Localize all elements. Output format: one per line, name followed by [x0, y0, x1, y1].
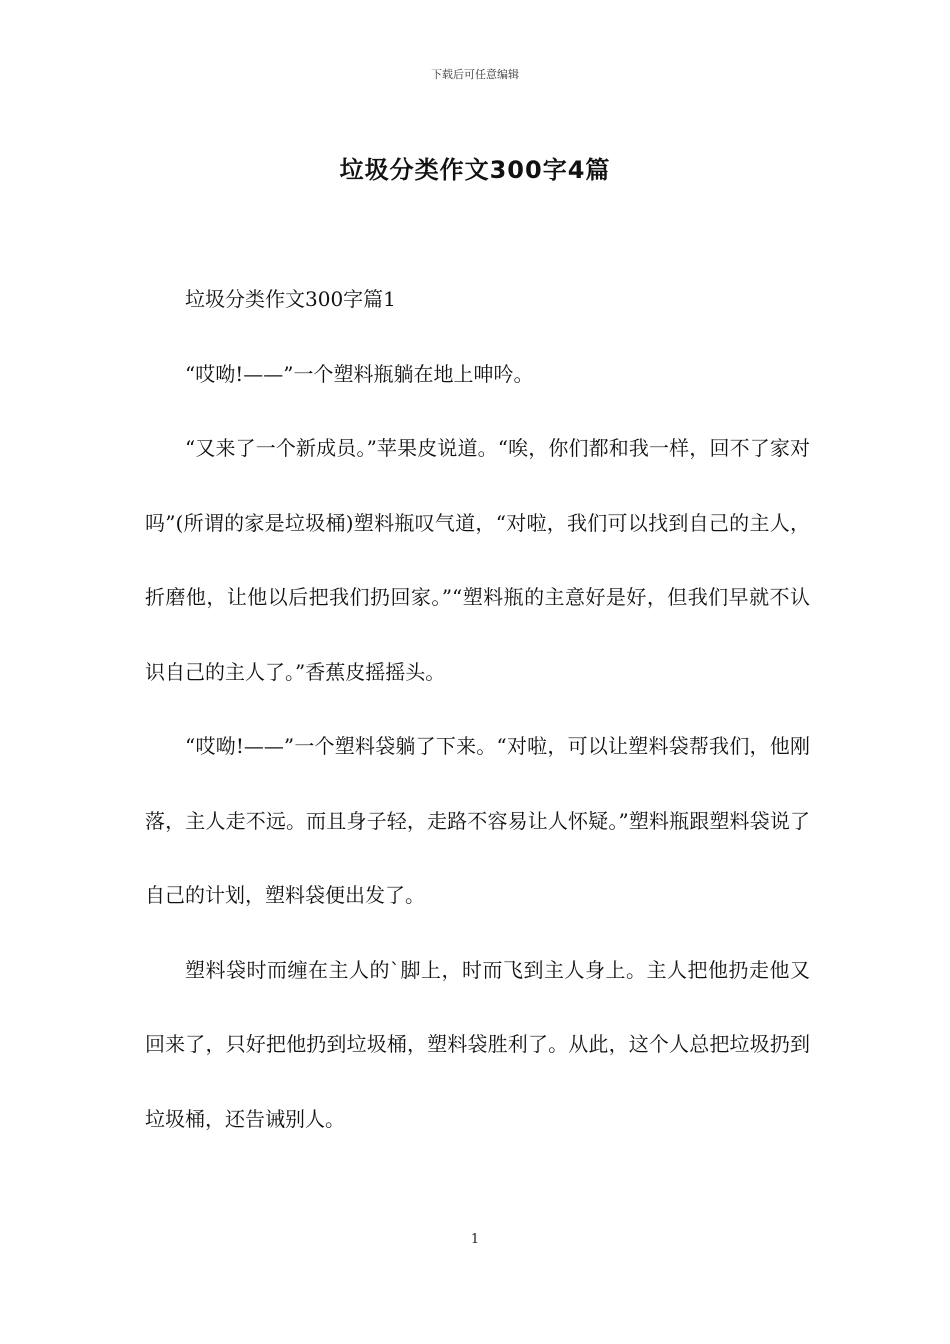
header-note: 下载后可任意编辑: [431, 68, 519, 81]
page-number: 1: [470, 1232, 480, 1247]
section-heading: 垃圾分类作文300字篇1: [185, 287, 396, 311]
paragraph-3: “哎呦!——”一个塑料袋躺了下来。“对啦，可以让塑料袋帮我们，他刚落，主人走不远。而且身子轻，走路不容易让人怀疑。”塑料瓶跟塑料袋说了自己的计划，塑料袋便出发了。: [145, 734, 810, 907]
paragraph-2: “又来了一个新成员。”苹果皮说道。“唉，你们都和我一样，回不了家对吗”(所谓的家是垃圾桶)塑料瓶叹气道，“对啦，我们可以找到自己的主人，折磨他，让他以后把我们扔回家。”“塑料瓶的主意好是好，但我们早就不认识自己的主人了。”香蕉皮摇摇头。: [145, 436, 810, 684]
paragraph-1: “哎呦!——”一个塑料瓶躺在地上呻吟。: [185, 361, 534, 386]
document-title: 垃圾分类作文300字4篇: [339, 156, 611, 184]
paragraph-4: 塑料袋时而缠在主人的`脚上，时而飞到主人身上。主人把他扔走他又回来了，只好把他扔到垃圾桶，塑料袋胜利了。从此，这个人总把垃圾扔到垃圾桶，还告诫别人。: [145, 957, 810, 1131]
document-body: [145, 262, 810, 1156]
